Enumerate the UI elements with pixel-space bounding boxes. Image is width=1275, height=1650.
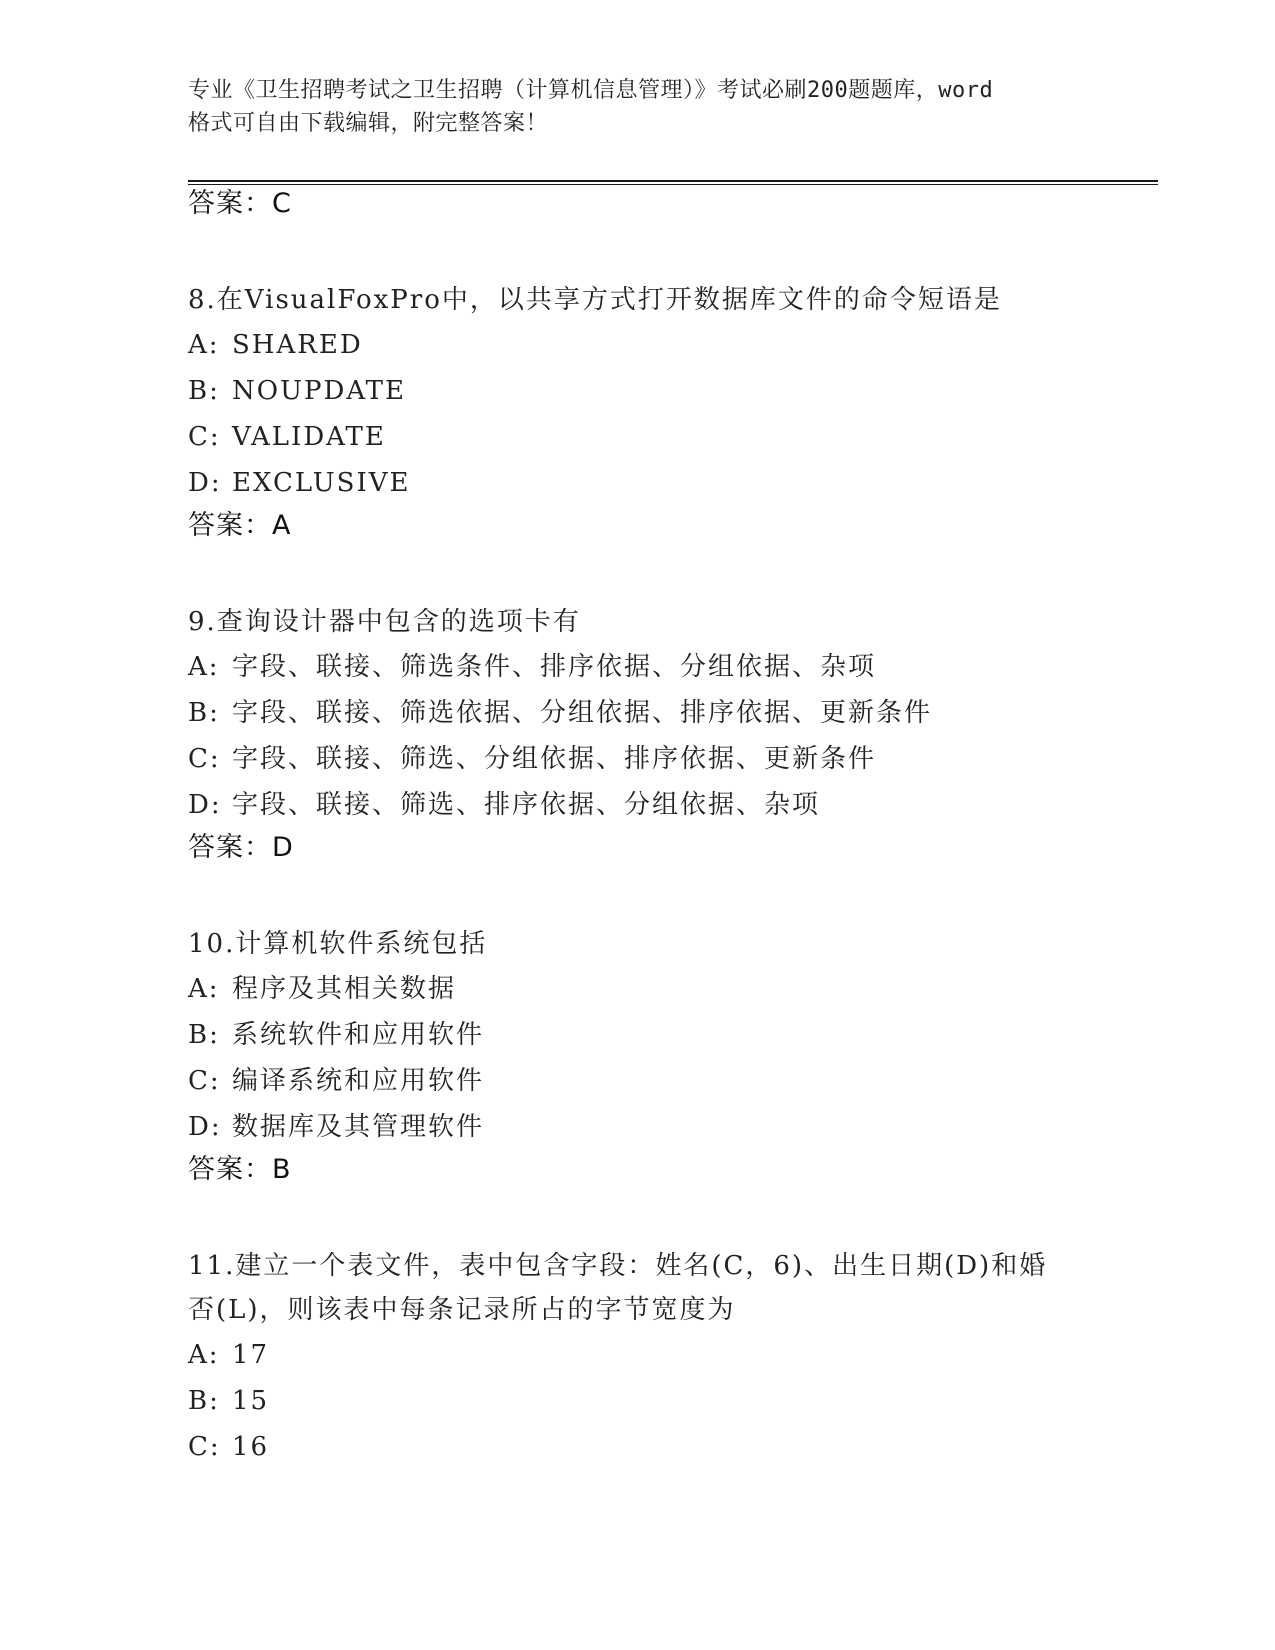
option-text: 字段、联接、筛选依据、分组依据、排序依据、更新条件: [232, 698, 933, 728]
option-d: [188, 782, 1088, 828]
question-stem: 9.查询设计器中包含的选项卡有: [188, 607, 581, 637]
header-divider: [188, 180, 1158, 185]
answer-value: C: [272, 188, 292, 219]
option-text: 15: [232, 1386, 270, 1416]
option-letter: B:: [188, 376, 220, 406]
option-c: [188, 1424, 1068, 1470]
option-letter: C:: [188, 744, 221, 774]
option-c: [188, 736, 1088, 782]
answer-line: [188, 830, 294, 866]
option-text: SHARED: [232, 330, 363, 360]
option-b: [188, 368, 1088, 414]
document-header-note: [188, 74, 1088, 140]
option-text: 字段、联接、筛选、分组依据、排序依据、更新条件: [232, 744, 877, 774]
option-a: [188, 322, 1088, 368]
option-letter: A:: [188, 652, 220, 682]
option-letter: D:: [188, 790, 222, 820]
answer-label: 答案：: [188, 832, 272, 863]
option-text: 编译系统和应用软件: [232, 1066, 485, 1096]
option-b: [188, 1012, 1088, 1058]
option-letter: C:: [188, 1066, 221, 1096]
question-block: [188, 922, 1088, 1150]
option-d: [188, 1104, 1088, 1150]
option-text: 字段、联接、筛选条件、排序依据、分组依据、杂项: [232, 652, 877, 682]
option-text: 程序及其相关数据: [232, 974, 457, 1004]
answer-label: 答案：: [188, 510, 272, 541]
option-letter: A:: [188, 974, 220, 1004]
option-d: [188, 460, 1088, 506]
header-line-1: 专业《卫生招聘考试之卫生招聘（计算机信息管理）》考试必刷200题题库，word: [188, 78, 994, 103]
option-a: [188, 966, 1088, 1012]
option-letter: D:: [188, 468, 222, 498]
option-text: 字段、联接、筛选、排序依据、分组依据、杂项: [232, 790, 821, 820]
question-stem: 10.计算机软件系统包括: [188, 929, 488, 959]
option-letter: C:: [188, 1432, 221, 1462]
option-letter: B:: [188, 698, 220, 728]
option-text: 数据库及其管理软件: [232, 1112, 485, 1142]
option-letter: B:: [188, 1020, 220, 1050]
question-block: [188, 600, 1088, 828]
question-block: [188, 278, 1088, 506]
option-letter: C:: [188, 422, 221, 452]
answer-line: [188, 186, 292, 222]
option-b: [188, 690, 1088, 736]
option-a: [188, 1332, 1068, 1378]
option-letter: A:: [188, 1340, 220, 1370]
question-stem: 11.建立一个表文件，表中包含字段：姓名(C，6)、出生日期(D)和婚否(L)，则该表中每条记录所占的字节宽度为: [188, 1251, 1048, 1325]
option-text: 系统软件和应用软件: [232, 1020, 485, 1050]
option-b: [188, 1378, 1068, 1424]
option-text: NOUPDATE: [232, 376, 406, 406]
answer-value: D: [272, 832, 294, 863]
option-text: EXCLUSIVE: [232, 468, 411, 498]
option-c: [188, 414, 1088, 460]
answer-line: [188, 1152, 292, 1188]
option-text: 16: [232, 1432, 270, 1462]
option-a: [188, 644, 1088, 690]
answer-value: A: [272, 510, 292, 541]
answer-label: 答案：: [188, 188, 272, 219]
option-c: [188, 1058, 1088, 1104]
option-letter: D:: [188, 1112, 222, 1142]
option-text: 17: [232, 1340, 270, 1370]
answer-label: 答案：: [188, 1154, 272, 1185]
option-text: VALIDATE: [232, 422, 386, 452]
option-letter: B:: [188, 1386, 220, 1416]
question-stem: 8.在VisualFoxPro中，以共享方式打开数据库文件的命令短语是: [188, 285, 1002, 315]
answer-value: B: [272, 1154, 292, 1185]
option-letter: A:: [188, 330, 220, 360]
question-block: [188, 1244, 1068, 1470]
header-line-2: 格式可自由下载编辑，附完整答案！: [188, 111, 549, 136]
answer-line: [188, 508, 291, 544]
